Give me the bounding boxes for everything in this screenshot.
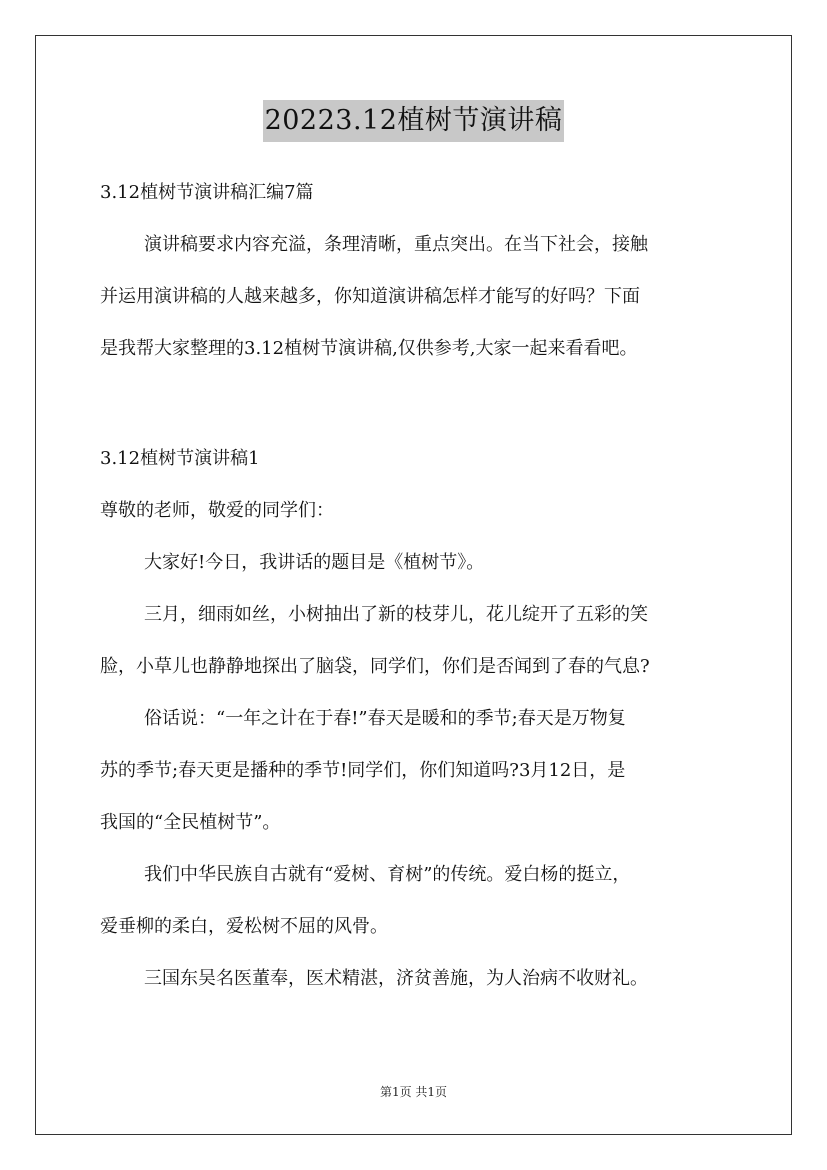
paragraph-2-line-2: 脸，小草儿也静静地探出了脑袋，同学们，你们是否闻到了春的气息? [100, 656, 650, 677]
paragraph-3-line-1: 俗话说：“一年之计在于春!”春天是暖和的季节;春天是万物复 [144, 708, 626, 729]
document-subtitle: 3.12植树节演讲稿汇编7篇 [100, 182, 314, 203]
intro-line-1: 演讲稿要求内容充溢，条理清晰，重点突出。在当下社会，接触 [144, 234, 648, 255]
paragraph-4-line-1: 我们中华民族自古就有“爱树、育树”的传统。爱白杨的挺立， [144, 864, 631, 885]
intro-line-3: 是我帮大家整理的3.12植树节演讲稿,仅供参考,大家一起来看看吧。 [100, 338, 638, 359]
paragraph-3-line-2: 苏的季节;春天更是播种的季节!同学们，你们知道吗?3月12日，是 [100, 760, 626, 781]
salutation: 尊敬的老师，敬爱的同学们： [100, 500, 334, 521]
document-body [100, 176, 730, 1014]
paragraph-4-line-2: 爱垂柳的柔白，爱松树不屈的风骨。 [100, 916, 388, 937]
paragraph-2-line-1: 三月，细雨如丝，小树抽出了新的枝芽儿，花儿绽开了五彩的笑 [144, 604, 648, 625]
intro-line-2: 并运用演讲稿的人越来越多，你知道演讲稿怎样才能写的好吗？下面 [100, 286, 640, 307]
paragraph-3-line-3: 我国的“全民植树节”。 [100, 812, 281, 833]
paragraph-5-line-1: 三国东吴名医董奉，医术精湛，济贫善施，为人治病不收财礼。 [144, 968, 648, 989]
page-footer: 第1页 共1页 [379, 1085, 448, 1099]
section-heading: 3.12植树节演讲稿1 [100, 448, 260, 469]
title-container [0, 100, 827, 142]
document-title: 20223.12植树节演讲稿 [263, 100, 565, 142]
paragraph-1-line-1: 大家好!今日，我讲话的题目是《植树节》。 [144, 552, 485, 573]
